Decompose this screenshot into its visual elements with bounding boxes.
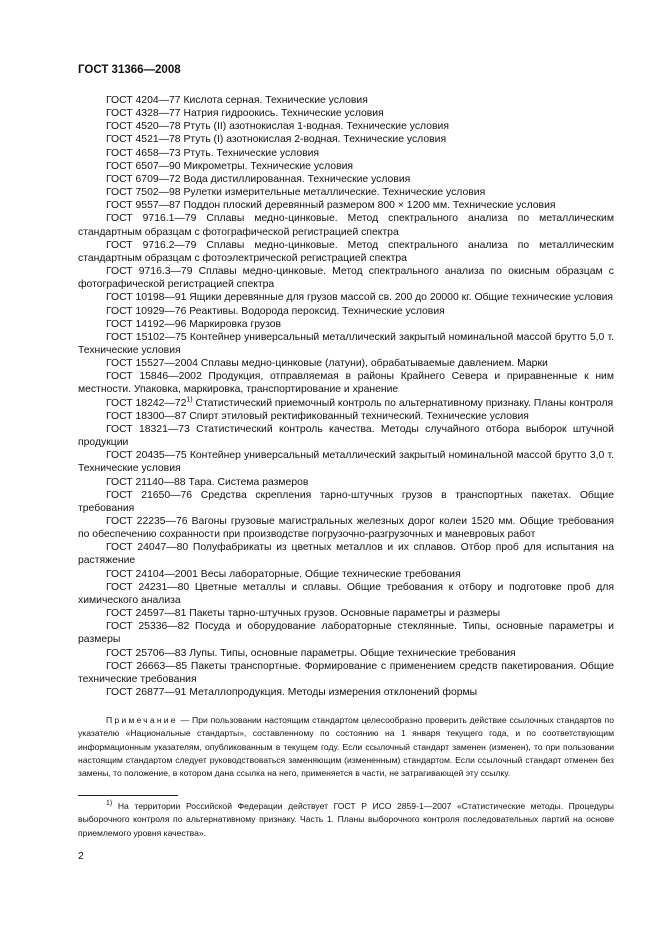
footnote bbox=[78, 800, 614, 840]
reference-item: ГОСТ 21650—76 Средства скрепления тарно-штучных грузов в транспортных пакетах. Общие требования bbox=[78, 489, 614, 514]
reference-item: ГОСТ 4520—78 Ртуть (II) азотнокислая 1-водная. Технические условия bbox=[106, 121, 449, 133]
reference-item: ГОСТ 9716.2—79 Сплавы медно-цинковые. Метод спектрального анализа по металлическим стандартным образцам с фотоэлектрической регистрацией спектра bbox=[78, 239, 614, 264]
note-text: — При пользовании настоящим стандартом целесообразно проверить действие ссылочных стандартов по указателю «Национальные стандарты», составленному по состоянию на 1 января текущего года, и по соответствующим информационным указателям, опубликованным в текущем году. Если ссылочный стандарт заменен (изменен), то при пользовании настоящим стандартом следует руководствоваться заменяющим (измененным) стандартом. Если ссылочный стандарт отменен без замены, то положение, в котором дана ссылка на него, применяется в части, не затрагивающей эту ссылку. bbox=[78, 715, 614, 779]
reference-item: ГОСТ 15527—2004 Сплавы медно-цинковые (латуни), обрабатываемые давлением. Марки bbox=[106, 358, 548, 370]
note-block bbox=[78, 714, 614, 780]
reference-item: ГОСТ 22235—76 Вагоны грузовые магистральных железных дорог колеи 1520 мм. Общие требования по обеспечению сохранности при производстве погрузочно-разгрузочных и маневровых работ bbox=[78, 516, 614, 541]
reference-item: ГОСТ 26663—85 Пакеты транспортные. Формирование с применением средств пакетирования. Общие технические требования bbox=[78, 660, 614, 685]
reference-item: ГОСТ 4204—77 Кислота серная. Технические условия bbox=[106, 95, 368, 106]
reference-item: ГОСТ 18300—87 Спирт этиловый ректификованный технический. Технические условия bbox=[106, 410, 529, 422]
reference-item: ГОСТ 25336—82 Посуда и оборудование лабораторные стеклянные. Типы, основные параметры и размеры bbox=[78, 621, 614, 646]
reference-item: ГОСТ 4658—73 Ртуть. Технические условия bbox=[106, 147, 320, 159]
footnote-mark: 1) bbox=[106, 800, 113, 808]
reference-item: ГОСТ 18321—73 Статистический контроль качества. Методы случайного отбора выборок штучной продукции bbox=[78, 423, 614, 449]
reference-item: ГОСТ 24597—81 Пакеты тарно-штучных грузов. Основные параметры и размеры bbox=[106, 608, 501, 620]
reference-item: ГОСТ 21140—88 Тара. Система размеров bbox=[106, 476, 309, 488]
reference-item: ГОСТ 7502—98 Рулетки измерительные металлические. Технические условия bbox=[106, 187, 486, 199]
reference-item: ГОСТ 9716.1—79 Сплавы медно-цинковые. Метод спектрального анализа по металлическим стандартным образцам с фотографической регистрацией спектра bbox=[78, 213, 614, 238]
footnote-ref-mark: 1) bbox=[186, 396, 193, 404]
reference-item: ГОСТ 24047—80 Полуфабрикаты из цветных металлов и их сплавов. Отбор проб для испытания на растяжение bbox=[78, 542, 614, 567]
note-label: Примечание bbox=[106, 715, 178, 725]
reference-code: ГОСТ 18242—72 bbox=[106, 397, 187, 409]
footnote-text: На территории Российской Федерации действует ГОСТ Р ИСО 2859-1—2007 «Статистические методы. Процедуры выборочного контроля по альтернативному признаку. Часть 1. Планы выборочного контроля последовательных партий на основе приемлемого уровня качества». bbox=[78, 801, 614, 838]
reference-title: Статистический приемочный контроль по альтернативному признаку. Планы контроля bbox=[192, 397, 614, 409]
normative-references-list bbox=[78, 94, 614, 699]
reference-item: ГОСТ 10198—91 Ящики деревянные для грузов массой св. 200 до 20000 кг. Общие технические условия bbox=[106, 292, 614, 304]
reference-item: ГОСТ 6709—72 Вода дистиллированная. Технические условия bbox=[106, 173, 411, 185]
reference-item-gost-18242 bbox=[78, 397, 614, 410]
reference-item: ГОСТ 9557—87 Поддон плоский деревянный размером 800 × 1200 мм. Технические условия bbox=[106, 200, 556, 212]
reference-item: ГОСТ 10929—76 Реактивы. Водорода пероксид. Технические условия bbox=[106, 305, 445, 317]
reference-item: ГОСТ 26877—91 Металлопродукция. Методы измерения отклонений формы bbox=[106, 687, 478, 699]
reference-item: ГОСТ 20435—75 Контейнер универсальный металлический закрытый номинальной массой брутто 3,0 т. Технические условия bbox=[78, 450, 614, 475]
document-header: ГОСТ 31366—2008 bbox=[78, 64, 181, 76]
reference-item: ГОСТ 24231—80 Цветные металлы и сплавы. Общие требования к отбору и подготовке проб для химического анализа bbox=[78, 581, 614, 606]
footnote-paragraph bbox=[78, 800, 614, 840]
note-paragraph bbox=[78, 714, 614, 780]
reference-item: ГОСТ 24104—2001 Весы лабораторные. Общие технические требования bbox=[106, 568, 461, 580]
reference-item: ГОСТ 25706—83 Лупы. Типы, основные параметры. Общие технические требования bbox=[106, 647, 516, 659]
reference-item: ГОСТ 6507—90 Микрометры. Технические условия bbox=[106, 160, 354, 172]
page-number: 2 bbox=[78, 850, 84, 862]
reference-item: ГОСТ 15846—2002 Продукция, отправляемая в районы Крайнего Севера и приравненные к ним местности. Упаковка, маркировка, транспортирование и хранение bbox=[78, 371, 614, 396]
reference-item: ГОСТ 15102—75 Контейнер универсальный металлический закрытый номинальной массой брутто 5,0 т. Технические условия bbox=[78, 331, 614, 356]
footnote-divider bbox=[78, 795, 178, 796]
reference-item: ГОСТ 4521—78 Ртуть (I) азотнокислая 2-водная. Технические условия bbox=[106, 134, 447, 146]
reference-item: ГОСТ 14192—96 Маркировка грузов bbox=[106, 318, 282, 330]
reference-item: ГОСТ 4328—77 Натрия гидроокись. Технические условия bbox=[106, 108, 384, 120]
reference-item: ГОСТ 9716.3—79 Сплавы медно-цинковые. Метод спектрального анализа по окисным образцам с фотографической регистрацией спектра bbox=[78, 266, 614, 291]
